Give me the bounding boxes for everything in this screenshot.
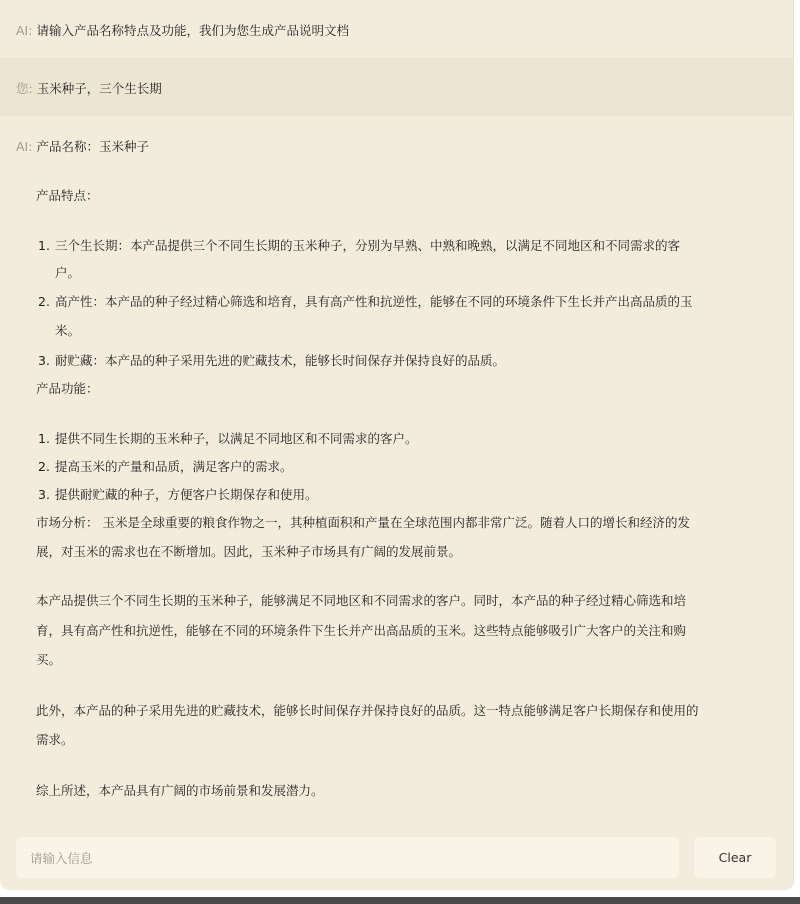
product-name-line: 产品名称：玉米种子 [36,139,149,154]
user-message [0,58,793,116]
function-item: 2. 提高玉米的产量和品质，满足客户的需求。 [38,459,293,474]
function-item: 1. 提供不同生长期的玉米种子，以满足不同地区和不同需求的客户。 [38,431,418,446]
ai-message-greeting [0,0,793,58]
bottom-edge-bar [0,897,800,904]
user-message-text: 玉米种子，三个生长期 [36,81,162,96]
functions-heading: 产品功能： [36,381,99,396]
function-item: 3. 提供耐贮藏的种子，方便客户长期保存和使用。 [38,487,318,502]
paragraph-line: 育，具有高产性和抗逆性，能够在不同的环境条件下生长并产出高品质的玉米。这些特点能够吸引广大客户的关注和购 [36,623,687,638]
feature-item: 1. 三个生长期：本产品提供三个不同生长期的玉米种子，分别为早熟、中熟和晚熟，以满足不同地区和不同需求的客 [38,238,681,253]
user-prefix: 您: [16,81,37,96]
feature-item-continued: 米。 [55,323,81,338]
feature-item-continued: 户。 [55,265,81,280]
clear-button[interactable]: Clear [694,837,776,878]
feature-item: 2. 高产性：本产品的种子经过精心筛选和培育，具有高产性和抗逆性，能够在不同的环境条件下生长并产出高品质的玉 [38,294,693,309]
paragraph-line: 此外，本产品的种子采用先进的贮藏技术，能够长时间保存并保持良好的品质。这一特点能够满足客户长期保存和使用的 [36,703,699,718]
paragraph-line: 需求。 [36,732,74,747]
conclusion-line: 综上所述，本产品具有广阔的市场前景和发展潜力。 [36,783,324,798]
greeting-text: 请输入产品名称特点及功能，我们为您生成产品说明文档 [36,23,349,38]
feature-item: 3. 耐贮藏：本产品的种子采用先进的贮藏技术，能够长时间保存并保持良好的品质。 [38,353,506,368]
market-analysis-line: 展，对玉米的需求也在不断增加。因此，玉米种子市场具有广阔的发展前景。 [36,544,462,559]
paragraph-line: 买。 [36,652,62,667]
ai-prefix: AI: [16,139,37,154]
paragraph-line: 本产品提供三个不同生长期的玉米种子，能够满足不同地区和不同需求的客户。同时，本产品的种子经过精心筛选和培 [36,593,687,608]
features-heading: 产品特点： [36,188,99,203]
message-input[interactable]: 请输入信息 [16,837,679,878]
ai-message-document [0,116,793,821]
market-analysis-line: 市场分析： 玉米是全球重要的粮食作物之一，其种植面积和产量在全球范围内都非常广泛。随着人口的增长和经济的发 [36,515,690,530]
ai-prefix: AI: [16,23,37,38]
